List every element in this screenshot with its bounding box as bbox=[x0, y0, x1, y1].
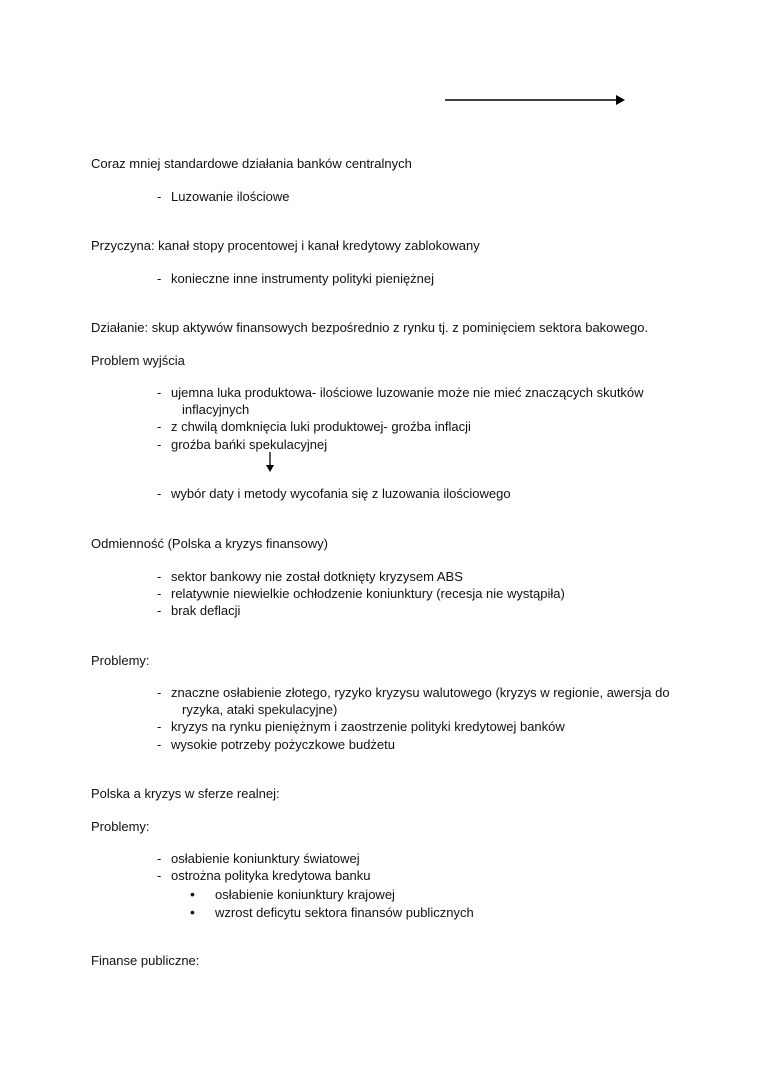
bullet-item bbox=[190, 904, 474, 921]
section-heading: Problemy: bbox=[91, 819, 150, 834]
section-heading: Przyczyna: kanał stopy procentowej i kanał kredytowy zablokowany bbox=[91, 238, 480, 253]
list-item: - wysokie potrzeby pożyczkowe budżetu bbox=[157, 737, 396, 752]
section-heading: Problem wyjścia bbox=[91, 353, 185, 368]
list-item-continuation: inflacyjnych bbox=[182, 402, 250, 417]
list-item-text: groźba bańki spekulacyjnej bbox=[171, 437, 328, 452]
section-heading: Działanie: skup aktywów finansowych bezpośrednio z rynku tj. z pominięciem sektora bakowego. bbox=[91, 320, 649, 335]
list-item: - relatywnie niewielkie ochłodzenie koniunktury (recesja nie wystąpiła) bbox=[157, 586, 565, 601]
list-item: - groźba bańki spekulacyjnej bbox=[157, 437, 328, 452]
list-item-text: relatywnie niewielkie ochłodzenie koniunktury (recesja nie wystąpiła) bbox=[171, 586, 565, 601]
bullet-item-text: wzrost deficytu sektora finansów publicznych bbox=[215, 905, 474, 920]
section-heading: Odmienność (Polska a kryzys finansowy) bbox=[91, 536, 328, 551]
section-heading: Problemy: bbox=[91, 653, 150, 668]
list-item-continuation: ryzyka, ataki spekulacyjne) bbox=[182, 702, 338, 717]
list-item-text: Luzowanie ilościowe bbox=[171, 189, 290, 204]
section-heading: Polska a kryzys w sferze realnej: bbox=[91, 786, 280, 801]
section-heading: Finanse publiczne: bbox=[91, 953, 200, 968]
list-item-text: sektor bankowy nie został dotknięty kryzysem ABS bbox=[171, 569, 463, 584]
list-item-text: ujemna luka produktowa- ilościowe luzowanie może nie mieć znaczących skutków bbox=[171, 385, 644, 400]
section-heading: Coraz mniej standardowe działania banków centralnych bbox=[91, 156, 412, 171]
list-item-text: znaczne osłabienie złotego, ryzyko kryzysu walutowego (kryzys w regionie, awersja do bbox=[171, 685, 670, 700]
list-item: - ujemna luka produktowa- ilościowe luzowanie może nie mieć znaczących skutków bbox=[157, 385, 644, 400]
down-arrow-icon bbox=[264, 452, 276, 474]
list-item-text: kryzys na rynku pieniężnym i zaostrzenie polityki kredytowej banków bbox=[171, 719, 565, 734]
list-item: - ostrożna polityka kredytowa banku bbox=[157, 868, 371, 883]
list-item: - osłabienie koniunktury światowej bbox=[157, 851, 360, 866]
bullet-icon: • bbox=[190, 904, 195, 920]
list-item: - konieczne inne instrumenty polityki pieniężnej bbox=[157, 271, 435, 286]
list-item: - sektor bankowy nie został dotknięty kryzysem ABS bbox=[157, 569, 463, 584]
list-item-text: brak deflacji bbox=[171, 603, 241, 618]
list-item-text: wysokie potrzeby pożyczkowe budżetu bbox=[171, 737, 396, 752]
list-item-text: ostrożna polityka kredytowa banku bbox=[171, 868, 371, 883]
bullet-item-text: osłabienie koniunktury krajowej bbox=[215, 887, 395, 902]
bullet-item bbox=[190, 886, 395, 903]
list-item: - znaczne osłabienie złotego, ryzyko kryzysu walutowego (kryzys w regionie, awersja do bbox=[157, 685, 670, 700]
top-right-arrow-icon bbox=[444, 93, 628, 107]
bullet-icon: • bbox=[190, 886, 195, 902]
list-item: - brak deflacji bbox=[157, 603, 241, 618]
list-item: - kryzys na rynku pieniężnym i zaostrzenie polityki kredytowej banków bbox=[157, 719, 565, 734]
list-item: - wybór daty i metody wycofania się z luzowania ilościowego bbox=[157, 486, 511, 501]
list-item: - z chwilą domknięcia luki produktowej- groźba inflacji bbox=[157, 419, 471, 434]
list-item-text: osłabienie koniunktury światowej bbox=[171, 851, 360, 866]
list-item-text: wybór daty i metody wycofania się z luzowania ilościowego bbox=[171, 486, 511, 501]
list-item-text: konieczne inne instrumenty polityki pieniężnej bbox=[171, 271, 435, 286]
list-item-text: z chwilą domknięcia luki produktowej- groźba inflacji bbox=[171, 419, 471, 434]
list-item: - Luzowanie ilościowe bbox=[157, 189, 290, 204]
